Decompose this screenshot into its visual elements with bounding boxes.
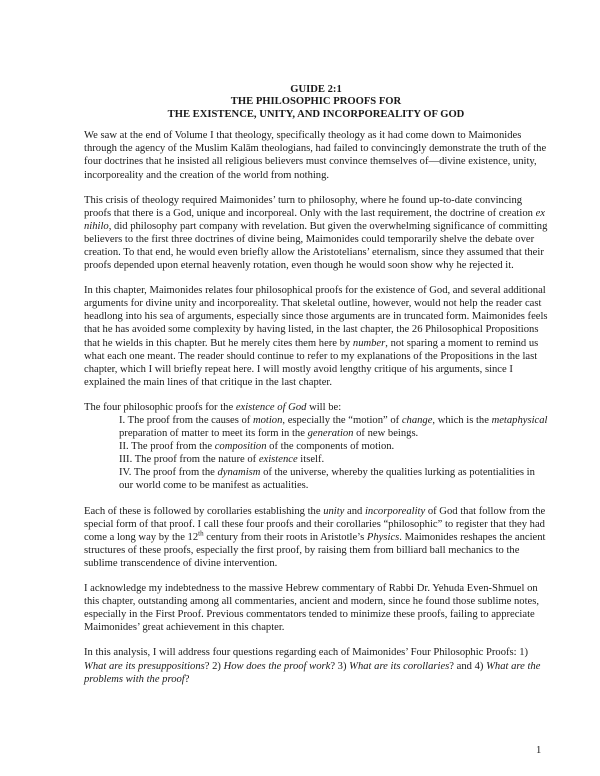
paragraph-5-italic-2: incorporeality [364, 505, 426, 517]
paragraph-5-text-a: Each of these is followed by corollaries establishing the [84, 505, 324, 517]
proof-1-italic-1: motion [252, 415, 283, 426]
proof-4-text-b: of the universe, whereby the qualities lurking as potentialities in our world come to be manifest as actualities. [119, 467, 535, 492]
proof-2-italic: composition [214, 441, 267, 453]
page-number: 1 [536, 745, 542, 756]
paragraph-7-text-b: ? 2) [204, 660, 224, 672]
chapter-heading [84, 84, 548, 121]
paragraph-5-italic-3: Physics [366, 531, 400, 543]
page-content [84, 84, 548, 698]
paragraph-2-text-a: This crisis of theology required Maimonides’ turn to philosophy, where he found up-to-date convincing proofs that there is a God, unique and incorporeal. Only with the last requirement, the doctrine of creation [84, 194, 536, 219]
proof-1-italic-4: generation [307, 428, 354, 440]
proofs-intro-italic: existence of God [235, 401, 307, 413]
proofs-intro-text-b: will be: [306, 401, 342, 413]
paragraph-1 [84, 129, 548, 181]
proof-1-text-d: preparation of matter to meet its form in the [119, 428, 308, 440]
proof-2-text-a: II. The proof from the [119, 441, 215, 453]
ordinal-superscript: th [198, 529, 204, 538]
paragraph-5-text-b: and [344, 505, 365, 517]
paragraph-2-italic: ex nihilo [84, 207, 545, 232]
proof-3-text-a: III. The proof from the nature of [119, 454, 259, 466]
proof-item-3 [84, 453, 548, 466]
proof-1-italic-3: metaphysical [491, 415, 548, 426]
proof-1-text-a: I. The proof from the causes of [119, 415, 253, 426]
proof-4-text-a: IV. The proof from the [119, 467, 218, 479]
paragraph-6-text: I acknowledge my indebtedness to the massive Hebrew commentary of Rabbi Dr. Yehuda Even-Shmuel on this chapter, outstanding among all commentaries, ancient and modern, since he found those sublime notes, especially in the First Proof. Previous commentators tended to minimize these proofs, failing to appreciate Maimonides’ great achievement in this chapter. [84, 583, 539, 634]
paragraph-5-text-e: . Maimonides reshapes the ancient structures of these proofs, especially the first proof, by raising them from billiard ball mechanics to the sublime transcendence of divine intervention. [84, 531, 546, 569]
paragraph-2-text-b: , did philosophy part company with revelation. But given the overwhelming significance of committing believers to the first three doctrines of divine being, Maimonides could temporarily shelve the debate over creation. To that end, he would even briefly allow the Aristotelians’ eternalism, since they assumed that their proofs depended upon eternal heavenly rotation, even though he would soon show why he rejected it. [84, 220, 548, 272]
proof-3-text-b: itself. [297, 454, 325, 466]
proof-3-italic: existence [258, 454, 298, 466]
paragraph-6 [84, 582, 548, 634]
question-1: What are its presuppositions [84, 660, 205, 672]
paragraph-1-text: We saw at the end of Volume I that theology, specifically theology as it had come down to Maimonides through the agency of the Muslim Kalām theologians, had failed to convincingly demonstrate the truth of the four doctrines that he insisted all religious believers must convince themselves of—divine existence, unity, incorporeality and the creation of the world from nothing. [84, 130, 547, 181]
paragraph-7-text-c: ? 3) [330, 660, 350, 672]
paragraph-7-text-e: ? [184, 673, 190, 685]
proof-item-2 [84, 440, 548, 453]
proof-1-text-c: , which is the [432, 415, 492, 426]
paragraph-3-text-a: In this chapter, Maimonides relates four philosophical proofs for the existence of God, and several additional arguments for divine unity and incorporeality. That skeletal outline, however, would not help the reader cast headlong into his sea of arguments, especially since those arguments are in truncated form. Maimonides feels that he has avoided some complexity by having listed, in the last chapter, the 26 Philosophical Propositions that he wields in this chapter. But he merely cites them here by [84, 285, 548, 349]
paragraph-7-text-d: ? and 4) [449, 660, 487, 672]
paragraph-5-text-c: of God that follow from the special form of that proof. I call these four proofs and their corollaries “philosophic” to register that they had come a long way by the 12 [84, 505, 546, 543]
proof-item-4 [84, 466, 548, 492]
paragraph-5 [84, 505, 548, 570]
proof-1-text-b: , especially the “motion” of [282, 415, 402, 426]
proofs-intro-text-a: The four philosophic proofs for the [84, 401, 236, 413]
proof-1-italic-2: change [401, 415, 433, 426]
question-3: What are its corollaries [349, 660, 450, 672]
heading-line-2: THE PHILOSOPHIC PROOFS FOR [230, 96, 402, 108]
proof-1-text-e: of new beings. [353, 428, 419, 440]
paragraph-3-text-b: , not sparing a moment to remind us what each one meant. The reader should continue to refer to my explanations of the Propositions in the last chapter, which I will briefly repeat here. I will mostly avoid lengthy critique of his arguments, since I explained the main lines of that critique in the last chapter. [84, 337, 539, 388]
paragraph-3 [84, 284, 548, 389]
heading-line-1: GUIDE 2:1 [290, 84, 342, 95]
heading-line-3: THE EXISTENCE, UNITY, AND INCORPOREALITY OF GOD [167, 108, 465, 120]
proof-2-text-b: of the components of motion. [266, 441, 395, 453]
proof-4-italic: dynamism [217, 467, 261, 479]
paragraph-7-text-a: In this analysis, I will address four questions regarding each of Maimonides’ Four Philosophic Proofs: 1) [84, 647, 529, 659]
paragraph-2 [84, 194, 548, 273]
proof-item-1 [84, 414, 548, 440]
proofs-list [84, 414, 548, 493]
proofs-intro [84, 401, 548, 414]
paragraph-3-italic: number [352, 337, 386, 349]
question-4: What are the problems with the proof [84, 660, 541, 685]
question-2: How does the proof work [223, 660, 331, 672]
paragraph-5-italic-1: unity [323, 505, 345, 517]
paragraph-7 [84, 646, 548, 685]
paragraph-5-text-d: century from their roots in Aristotle’s [203, 531, 367, 543]
